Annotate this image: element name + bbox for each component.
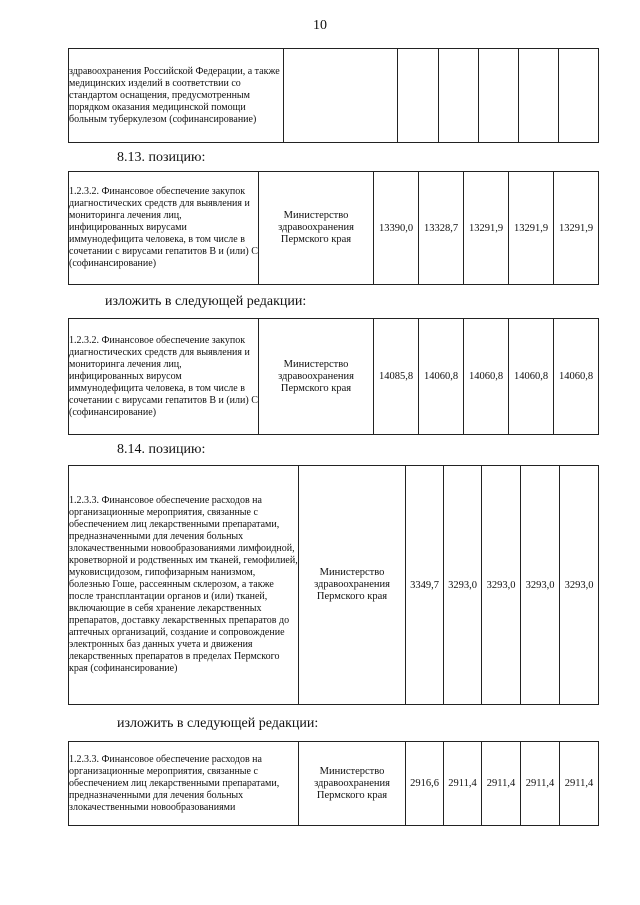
position-table-8-14-new [68,741,599,826]
table-row [69,49,599,143]
responsible-organization: Министерство здравоохранения Пермского края [259,319,374,435]
position-description: 1.2.3.2. Финансовое обеспечение закупок диагностических средств для выявления и мониторинга лечения лиц, инфицированных вирусом иммунодефицита человека, в том числе в сочетании с вирусами гепатитов В и (или) С (софинансирование) [69,319,259,435]
value-cell: 14060,8 [419,319,464,435]
value-cell: 2911,4 [444,742,482,826]
position-table-8-13-current [68,171,599,285]
value-cell [439,49,479,143]
value-cell: 14085,8 [374,319,419,435]
value-cell: 3349,7 [406,466,444,705]
value-cell [479,49,519,143]
section-heading-8-13: 8.13. позицию: [117,150,206,165]
responsible-organization: Министерство здравоохранения Пермского края [299,742,406,826]
position-description: здравоохранения Российской Федерации, а также медицинских изделий в соответствии со стандартом оснащения, предусмотренным порядком оказания медицинской помощи больным туберкулезом (софинансирование) [69,49,284,143]
value-cell: 3293,0 [521,466,560,705]
value-cell: 2911,4 [560,742,599,826]
position-description: 1.2.3.3. Финансовое обеспечение расходов на организационные мероприятия, связанные с обеспечением лиц лекарственными препаратами, предназначенными для лечения больных злокачественными новообразованиями лимфоидной, кроветворной и родственных им тканей, гемофилией, муковисцидозом, гипофизарным нанизмом, болезнью Гоше, рассеянным склерозом, а также после трансплантации органов и (или) тканей, включающие в себя хранение лекарственных препаратов, доставку лекарственных препаратов до аптечных организаций, создание и сопровождение электронных баз данных учета и движения лекарственных препаратов в пределах Пермского края (софинансирование) [69,466,299,705]
value-cell: 14060,8 [509,319,554,435]
section-heading-8-14: 8.14. позицию: [117,442,206,457]
table-row [69,466,599,705]
value-cell: 13291,9 [509,172,554,285]
value-cell [559,49,599,143]
value-cell: 3293,0 [444,466,482,705]
responsible-organization: Министерство здравоохранения Пермского края [299,466,406,705]
value-cell: 13390,0 [374,172,419,285]
position-table-8-14-current [68,465,599,705]
value-cell: 2911,4 [521,742,560,826]
position-description: 1.2.3.2. Финансовое обеспечение закупок диагностических средств для выявления и мониторинга лечения лиц, инфицированных вирусами иммунодефицита человека, в том числе в сочетании с вирусами гепатитов В и (или) С (софинансирование) [69,172,259,285]
table-row [69,742,599,826]
value-cell [398,49,439,143]
value-cell: 3293,0 [482,466,521,705]
table-row [69,319,599,435]
replace-heading-8-14: изложить в следующей редакции: [117,716,319,731]
replace-heading-8-13: изложить в следующей редакции: [105,294,307,309]
value-cell [519,49,559,143]
value-cell: 2911,4 [482,742,521,826]
value-cell: 14060,8 [464,319,509,435]
value-cell: 14060,8 [554,319,599,435]
page-number: 10 [313,18,327,33]
responsible-organization [284,49,398,143]
value-cell: 13328,7 [419,172,464,285]
value-cell: 3293,0 [560,466,599,705]
value-cell: 2916,6 [406,742,444,826]
responsible-organization: Министерство здравоохранения Пермского края [259,172,374,285]
table-row [69,172,599,285]
position-table-8-13-new [68,318,599,435]
value-cell: 13291,9 [554,172,599,285]
value-cell: 13291,9 [464,172,509,285]
position-description: 1.2.3.3. Финансовое обеспечение расходов на организационные мероприятия, связанные с обеспечением лиц лекарственными препаратами, предназначенными для лечения больных злокачественными новообразованиями [69,742,299,826]
continuation-table [68,48,599,143]
